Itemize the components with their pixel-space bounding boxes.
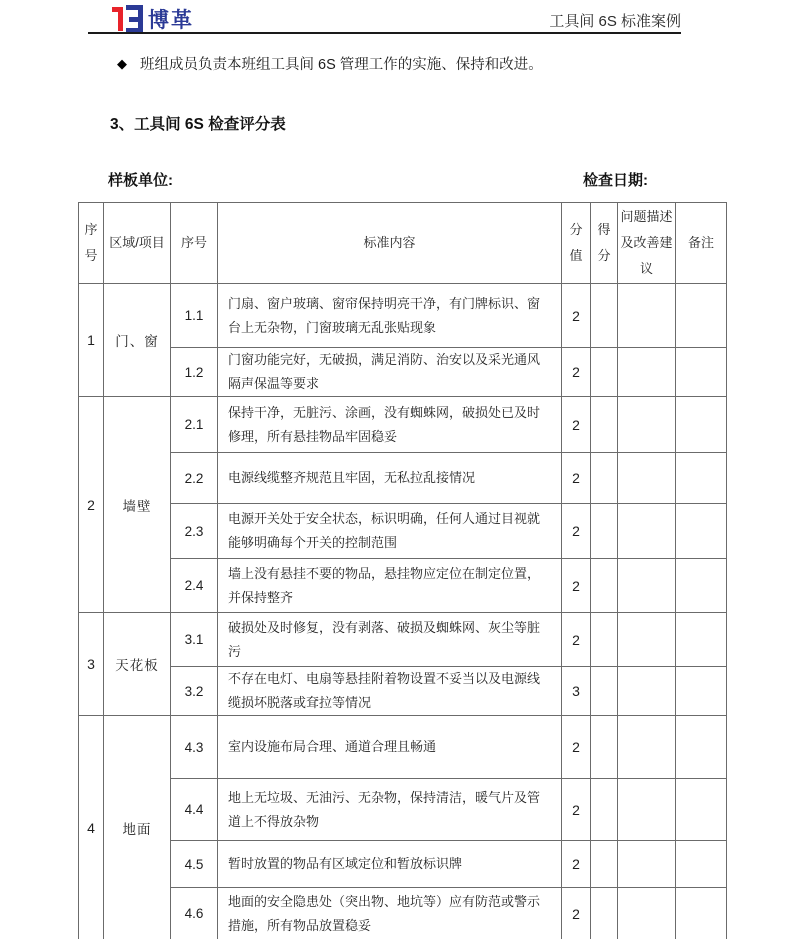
table-row (79, 559, 727, 613)
standard-content-cell: 暂时放置的物品有区域定位和暂放标识牌 (218, 841, 562, 888)
col-header-problem: 问题描述及改善建议 (618, 203, 676, 284)
score-entry-cell (591, 667, 618, 716)
score-entry-cell (591, 453, 618, 504)
group-no-cell: 4 (79, 716, 104, 939)
group-no-cell: 2 (79, 397, 104, 613)
item-no-cell: 4.4 (171, 779, 218, 841)
diamond-bullet-icon: ◆ (117, 55, 127, 71)
score-entry-cell (591, 779, 618, 841)
table-row (79, 888, 727, 939)
item-no-cell: 4.6 (171, 888, 218, 939)
table-row (79, 613, 727, 667)
col-header-item-no: 序号 (171, 203, 218, 284)
score-entry-cell (591, 613, 618, 667)
standard-content-cell: 破损处及时修复，没有剥落、破损及蜘蛛网、灰尘等脏污 (218, 613, 562, 667)
score-entry-cell (591, 504, 618, 559)
remark-entry-cell (676, 504, 727, 559)
table-row (79, 667, 727, 716)
item-no-cell: 2.3 (171, 504, 218, 559)
intro-bullet-text: 班组成员负责本班组工具间 6S 管理工作的实施、保持和改进。 (140, 57, 543, 73)
score-entry-cell (591, 284, 618, 348)
boge-logo-icon (112, 4, 144, 34)
item-no-cell: 3.2 (171, 667, 218, 716)
points-value-cell: 2 (562, 348, 591, 397)
points-value-cell: 2 (562, 504, 591, 559)
area-cell: 门、窗 (104, 284, 171, 397)
problem-entry-cell (618, 453, 676, 504)
remark-entry-cell (676, 716, 727, 779)
problem-entry-cell (618, 613, 676, 667)
standard-content-cell: 地上无垃圾、无油污、无杂物，保持清洁，暖气片及管道上不得放杂物 (218, 779, 562, 841)
group-no-cell: 1 (79, 284, 104, 397)
remark-entry-cell (676, 348, 727, 397)
table-row (79, 348, 727, 397)
table-row (79, 284, 727, 348)
score-table-body (79, 284, 727, 939)
problem-entry-cell (618, 284, 676, 348)
standard-content-cell: 门扇、窗户玻璃、窗帘保持明亮干净，有门牌标识、窗台上无杂物，门窗玻璃无乱张贴现象 (218, 284, 562, 348)
problem-entry-cell (618, 888, 676, 939)
area-cell: 墙壁 (104, 397, 171, 613)
sample-unit-label: 样板单位: (108, 172, 173, 189)
score-entry-cell (591, 888, 618, 939)
intro-bullet-row (117, 53, 543, 74)
col-header-standard: 标准内容 (218, 203, 562, 284)
remark-entry-cell (676, 779, 727, 841)
remark-entry-cell (676, 888, 727, 939)
score-entry-cell (591, 348, 618, 397)
table-row (79, 716, 727, 779)
standard-content-cell: 电源开关处于安全状态，标识明确，任何人通过目视就能够明确每个开关的控制范围 (218, 504, 562, 559)
points-value-cell: 2 (562, 613, 591, 667)
item-no-cell: 2.2 (171, 453, 218, 504)
remark-entry-cell (676, 841, 727, 888)
points-value-cell: 2 (562, 779, 591, 841)
points-value-cell: 2 (562, 559, 591, 613)
standard-content-cell: 墙上没有悬挂不要的物品，悬挂物应定位在制定位置，并保持整齐 (218, 559, 562, 613)
logo-text: 博革 (148, 9, 194, 32)
problem-entry-cell (618, 716, 676, 779)
section-heading: 3、工具间 6S 检查评分表 (110, 116, 286, 133)
item-no-cell: 4.3 (171, 716, 218, 779)
item-no-cell: 1.1 (171, 284, 218, 348)
remark-entry-cell (676, 613, 727, 667)
points-value-cell: 2 (562, 284, 591, 348)
remark-entry-cell (676, 667, 727, 716)
table-row (79, 841, 727, 888)
area-cell: 地面 (104, 716, 171, 939)
problem-entry-cell (618, 348, 676, 397)
col-header-score: 得分 (591, 203, 618, 284)
item-no-cell: 2.4 (171, 559, 218, 613)
problem-entry-cell (618, 779, 676, 841)
standard-content-cell: 不存在电灯、电扇等悬挂附着物设置不妥当以及电源线缆损坏脱落或耷拉等情况 (218, 667, 562, 716)
points-value-cell: 2 (562, 888, 591, 939)
remark-entry-cell (676, 397, 727, 453)
item-no-cell: 3.1 (171, 613, 218, 667)
standard-content-cell: 地面的安全隐患处（突出物、地坑等）应有防范或警示措施，所有物品放置稳妥 (218, 888, 562, 939)
points-value-cell: 2 (562, 716, 591, 779)
points-value-cell: 2 (562, 397, 591, 453)
remark-entry-cell (676, 453, 727, 504)
remark-entry-cell (676, 284, 727, 348)
problem-entry-cell (618, 559, 676, 613)
score-entry-cell (591, 397, 618, 453)
problem-entry-cell (618, 397, 676, 453)
table-row (79, 397, 727, 453)
item-no-cell: 2.1 (171, 397, 218, 453)
points-value-cell: 3 (562, 667, 591, 716)
score-entry-cell (591, 559, 618, 613)
inspect-date-label: 检查日期: (583, 172, 648, 189)
col-header-points: 分值 (562, 203, 591, 284)
score-entry-cell (591, 841, 618, 888)
score-entry-cell (591, 716, 618, 779)
problem-entry-cell (618, 504, 676, 559)
document-title: 工具间 6S 标准案例 (549, 13, 681, 30)
col-header-area: 区域/项目 (104, 203, 171, 284)
score-table-header (79, 203, 727, 284)
header-rule (88, 32, 681, 34)
group-no-cell: 3 (79, 613, 104, 716)
table-row (79, 779, 727, 841)
standard-content-cell: 门窗功能完好，无破损，满足消防、治安以及采光通风隔声保温等要求 (218, 348, 562, 397)
points-value-cell: 2 (562, 841, 591, 888)
item-no-cell: 1.2 (171, 348, 218, 397)
col-header-group-no: 序号 (79, 203, 104, 284)
standard-content-cell: 保持干净，无脏污、涂画，没有蜘蛛网，破损处已及时修理，所有悬挂物品牢固稳妥 (218, 397, 562, 453)
company-logo (112, 4, 194, 34)
standard-content-cell: 电源线缆整齐规范且牢固，无私拉乱接情况 (218, 453, 562, 504)
col-header-remark: 备注 (676, 203, 727, 284)
table-row (79, 453, 727, 504)
standard-content-cell: 室内设施布局合理、通道合理且畅通 (218, 716, 562, 779)
points-value-cell: 2 (562, 453, 591, 504)
problem-entry-cell (618, 841, 676, 888)
remark-entry-cell (676, 559, 727, 613)
table-row (79, 504, 727, 559)
problem-entry-cell (618, 667, 676, 716)
item-no-cell: 4.5 (171, 841, 218, 888)
area-cell: 天花板 (104, 613, 171, 716)
score-table (78, 202, 727, 939)
